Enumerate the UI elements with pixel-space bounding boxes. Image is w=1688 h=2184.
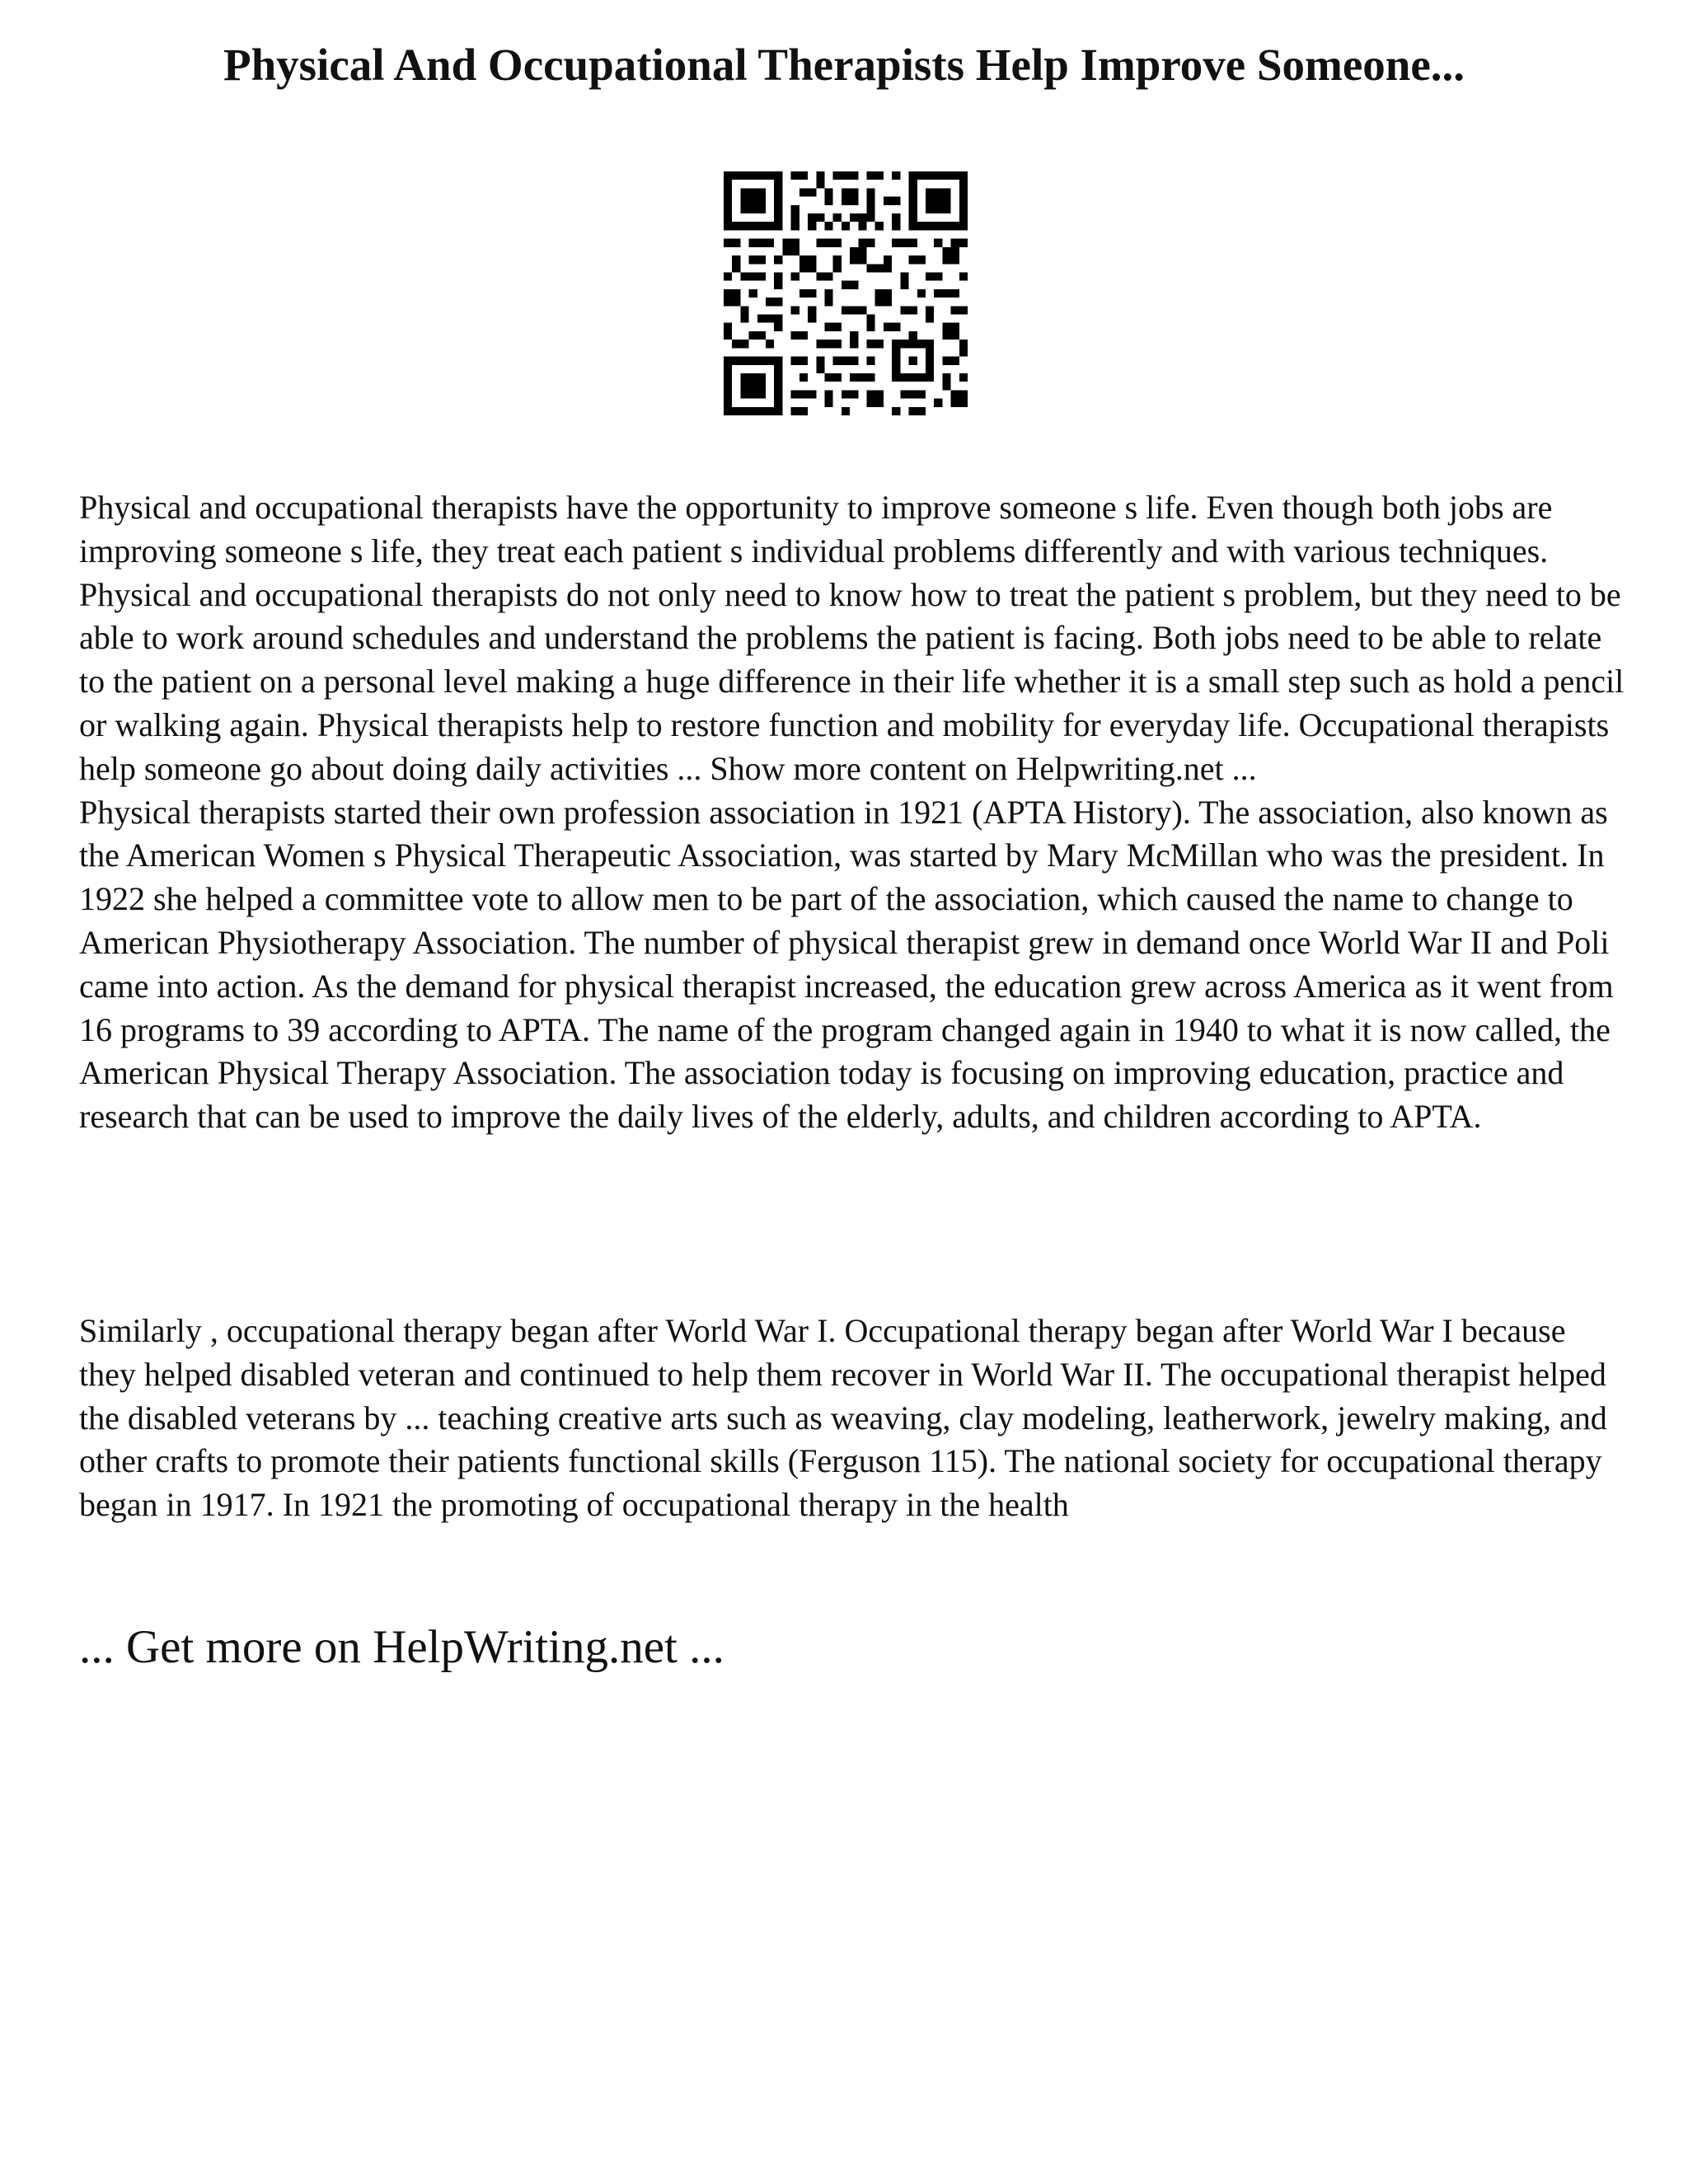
- document-title: Physical And Occupational Therapists Help Improve Someone...: [223, 40, 1465, 90]
- body-paragraph: [79, 486, 1629, 1139]
- paragraph-intro: Physical and occupational therapists have the opportunity to improve someone s life. Even though both jobs are improving someone s life, they treat each patient s individual problems differently and with various techniques. Physical and occupational therapists do not only need to know how to treat the patient s problem, but they need to be able to work around schedules and understand the problems the patient is facing. Both jobs need to be able to relate to the patient on a personal level making a huge difference in their life whether it is a small step such as hold a pencil or walking again. Physical therapists help to restore function and mobility for everyday life. Occupational therapists help someone go about doing daily activities ... Show more content on Helpwriting.net ...: [79, 489, 1625, 787]
- paragraph-history-pt: Physical therapists started their own profession association in 1921 (APTA History). The association, also known as the American Women s Physical Therapeutic Association, was started by Mary McMillan who was the president. In 1922 she helped a committee vote to allow men to be part of the association, which caused the name to change to American Physiotherapy Association. The number of physical therapist grew in demand once World War II and Poli came into action. As the demand for physical therapist increased, the education grew across America as it went from 16 programs to 39 according to APTA. The name of the program changed again in 1940 to what it is now called, the American Physical Therapy Association. The association today is focusing on improving education, practice and research that can be used to improve the daily lives of the elderly, adults, and children according to APTA.: [79, 793, 1614, 1136]
- qr-code-icon: [724, 171, 968, 415]
- paragraph-history-ot: Similarly , occupational therapy began after World War I. Occupational therapy began after World War I because they helped disabled veteran and continued to help them recover in World War II. The occupational therapist helped the disabled veterans by ... teaching creative arts such as weaving, clay modeling, leatherwork, jewelry making, and other crafts to promote their patients functional skills (Ferguson 115). The national society for occupational therapy began in 1917. In 1921 the promoting of occupational therapy in the health: [79, 1312, 1607, 1524]
- get-more-link[interactable]: ... Get more on HelpWriting.net ...: [79, 1621, 724, 1673]
